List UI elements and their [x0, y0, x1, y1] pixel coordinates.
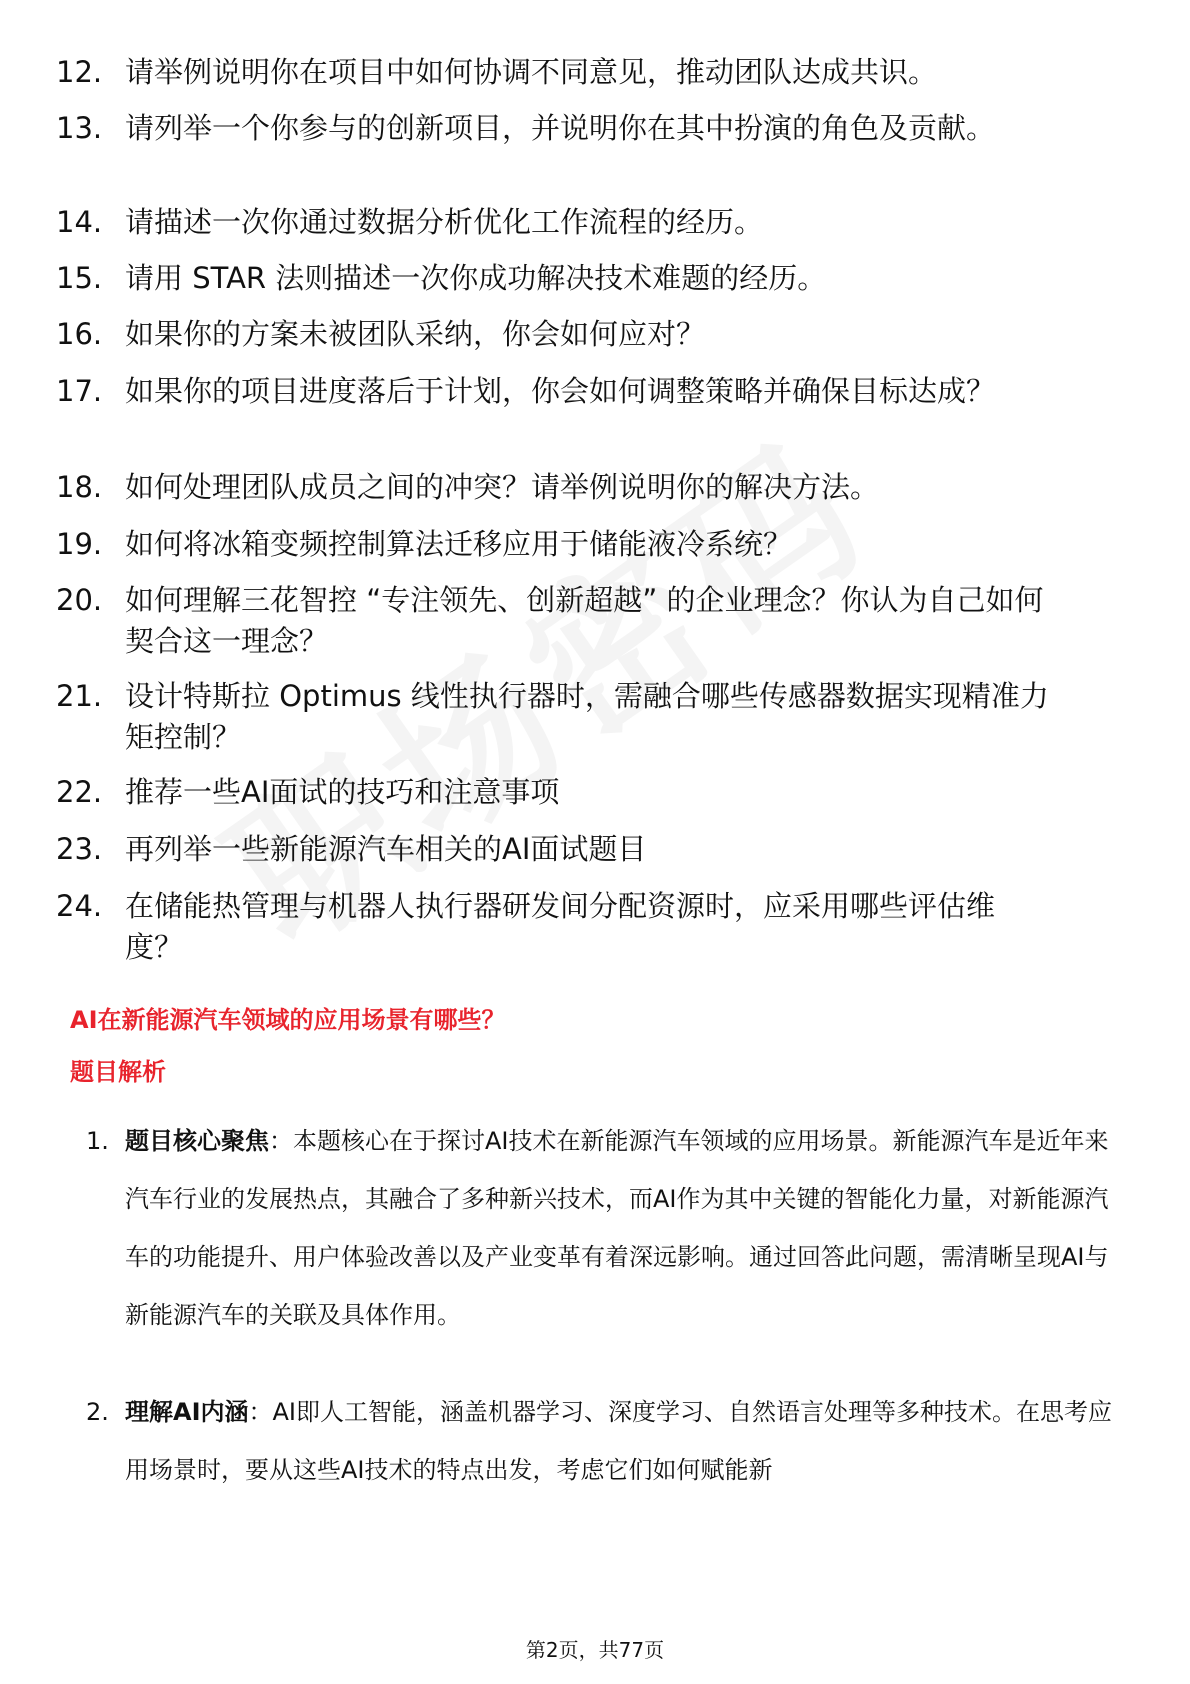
item-text — [125, 1383, 1117, 1499]
item-body: ：AI即人工智能，涵盖机器学习、深度学习、自然语言处理等多种技术。在思考应用场景时，要从这些AI技术的特点出发，考虑它们如何赋能新 — [125, 1398, 1113, 1484]
item-text: 设计特斯拉 Optimus 线性执行器时，需融合哪些传感器数据实现精准力矩控制？ — [125, 679, 1049, 754]
item-number: 1. — [86, 1127, 109, 1155]
item-number: 15. — [56, 261, 103, 295]
item-heading: 理解AI内涵 — [125, 1398, 249, 1426]
item-text: 请描述一次你通过数据分析优化工作流程的经历。 — [125, 205, 764, 239]
item-number: 12. — [56, 55, 103, 89]
item-number: 22. — [56, 775, 103, 809]
item-text: 如果你的项目进度落后于计划，你会如何调整策略并确保目标达成？ — [125, 374, 996, 408]
item-number: 23. — [56, 832, 103, 866]
item-number: 21. — [56, 679, 103, 713]
item-number: 24. — [56, 889, 103, 923]
item-number: 19. — [56, 527, 103, 561]
item-text: 如何将冰箱变频控制算法迁移应用于储能液冷系统？ — [125, 527, 793, 561]
item-text: 再列举一些新能源汽车相关的AI面试题目 — [125, 832, 647, 866]
item-body: ：本题核心在于探讨AI技术在新能源汽车领域的应用场景。新能源汽车是近年来汽车行业的发展热点，其融合了多种新兴技术，而AI作为其中关键的智能化力量，对新能源汽车的功能提升、用户体验改善以及产业变革有着深远影响。通过回答此问题，需清晰呈现AI与新能源汽车的关联及具体作用。 — [125, 1127, 1109, 1329]
page-number: 第2页，共77页 — [525, 1638, 665, 1662]
item-text: 推荐一些AI面试的技巧和注意事项 — [125, 775, 560, 809]
item-number: 13. — [56, 111, 103, 145]
item-text: 请举例说明你在项目中如何协调不同意见，推动团队达成共识。 — [125, 55, 938, 89]
item-text: 如何理解三花智控 “专注领先、创新超越” 的企业理念？你认为自己如何契合这一理念？ — [125, 583, 1044, 658]
item-number: 17. — [56, 374, 103, 408]
item-text: 请列举一个你参与的创新项目，并说明你在其中扮演的角色及贡献。 — [125, 111, 996, 145]
item-text — [125, 1112, 1117, 1344]
item-number: 18. — [56, 470, 103, 504]
item-number: 20. — [56, 583, 103, 617]
item-text: 如果你的方案未被团队采纳，你会如何应对？ — [125, 317, 706, 351]
item-text: 在储能热管理与机器人执行器研发间分配资源时，应采用哪些评估维度？ — [125, 889, 996, 964]
item-number: 14. — [56, 205, 103, 239]
analysis-heading: 题目解析 — [70, 1058, 166, 1086]
item-text: 请用 STAR 法则描述一次你成功解决技术难题的经历。 — [125, 261, 827, 295]
item-heading: 题目核心聚焦 — [125, 1127, 269, 1155]
question-heading: AI在新能源汽车领域的应用场景有哪些？ — [70, 1006, 506, 1034]
item-number: 16. — [56, 317, 103, 351]
item-number: 2. — [86, 1398, 109, 1426]
item-text: 如何处理团队成员之间的冲突？请举例说明你的解决方法。 — [125, 470, 880, 504]
